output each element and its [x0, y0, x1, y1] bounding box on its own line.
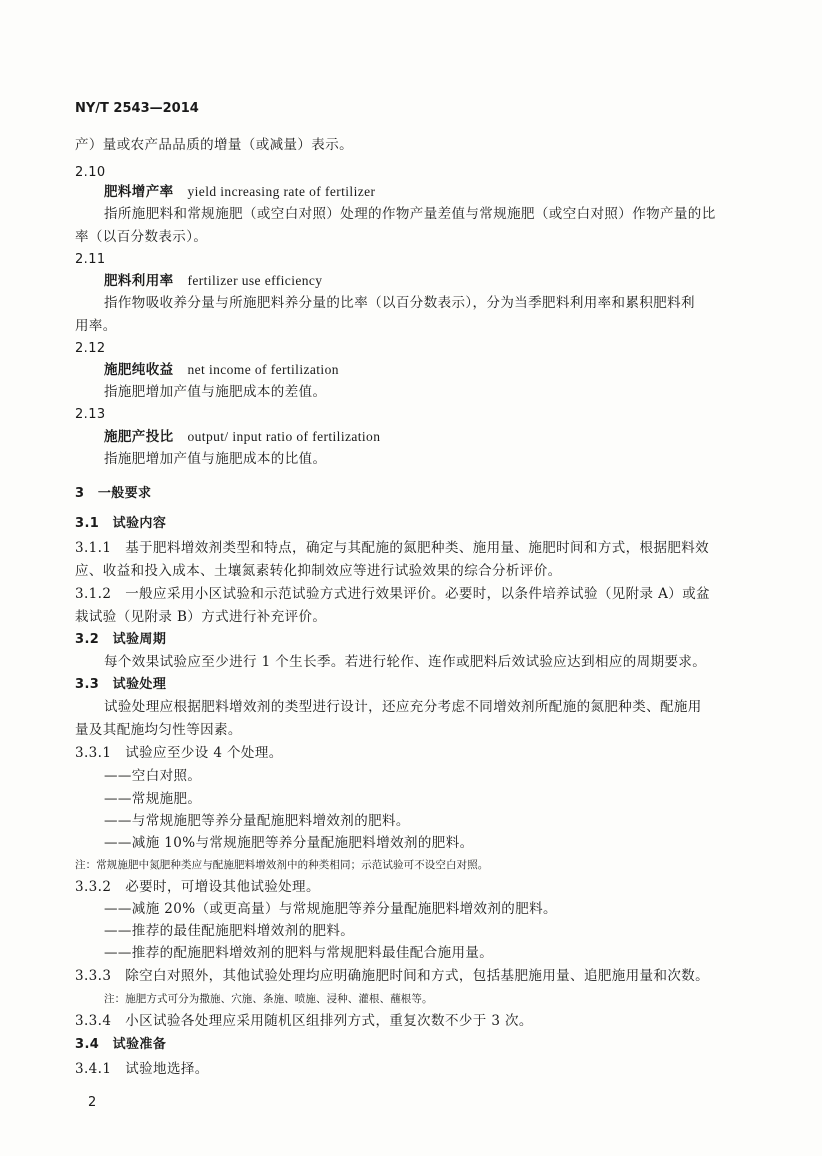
standard-code-header: NY/T 2543—2014 [75, 101, 199, 116]
body-text-line: 率（以百分数表示）。 [75, 229, 208, 245]
term-chinese: 施肥纯收益 [104, 362, 174, 378]
body-text-line: ——推荐的最佳配施肥料增效剂的肥料。 [104, 923, 355, 939]
term-english: yield increasing rate of fertilizer [187, 184, 376, 199]
section-heading: 3.1 试验内容 [75, 516, 167, 531]
body-text-line: 3.1.1 基于肥料增效剂类型和特点，确定与其配施的氮肥种类、施用量、施肥时间和方式，根据肥料效 [75, 540, 710, 556]
body-text-line: ——减施 20%（或更高量）与常规施肥等养分量配施肥料增效剂的肥料。 [104, 901, 557, 917]
section-heading: 3.4 试验准备 [75, 1037, 167, 1052]
body-text-line: 指施肥增加产值与施肥成本的差值。 [104, 384, 327, 400]
term-english: net income of fertilization [187, 362, 339, 377]
body-text-line: 指施肥增加产值与施肥成本的比值。 [104, 451, 327, 467]
body-text-line: ——常规施肥。 [104, 791, 202, 807]
term-chinese: 肥料增产率 [104, 184, 174, 200]
term-definition-title [104, 272, 322, 290]
term-definition-title [104, 361, 339, 379]
term-chinese: 肥料利用率 [104, 273, 174, 289]
body-text-line: 产）量或农产品品质的增量（或减量）表示。 [75, 137, 353, 153]
clause-number: 2.13 [75, 407, 106, 422]
body-text-line: 3.1.2 一般应采用小区试验和示范试验方式进行效果评价。必要时，以条件培养试验（见附录 A）或盆 [75, 586, 710, 602]
body-text-line: 每个效果试验应至少进行 1 个生长季。若进行轮作、连作或肥料后效试验应达到相应的周期要求。 [104, 654, 707, 670]
page-number: 2 [88, 1095, 97, 1110]
term-definition-title [104, 183, 375, 201]
body-text-line: ——空白对照。 [104, 768, 202, 784]
body-text-line: ——推荐的配施肥料增效剂的肥料与常规肥料最佳配合施用量。 [104, 945, 494, 961]
body-text-line: 栽试验（见附录 B）方式进行补充评价。 [75, 609, 327, 625]
body-text-line: ——减施 10%与常规施肥等养分量配施肥料增效剂的肥料。 [104, 835, 474, 851]
body-text-line: 指作物吸收养分量与所施肥料养分量的比率（以百分数表示），分为当季肥料利用率和累积肥料利 [104, 295, 695, 311]
note-text: 注：施肥方式可分为撒施、穴施、条施、喷施、浸种、灌根、蘸根等。 [104, 993, 433, 1005]
body-text-line: 应、收益和投入成本、土壤氮素转化抑制效应等进行试验效果的综合分析评价。 [75, 563, 562, 579]
clause-number: 2.10 [75, 165, 106, 180]
body-text-line: 3.3.1 试验应至少设 4 个处理。 [75, 745, 283, 761]
term-definition-title [104, 428, 380, 446]
body-text-line: 用率。 [75, 318, 117, 334]
body-text-line: 量及其配施均匀性等因素。 [75, 722, 242, 738]
section-heading: 3.3 试验处理 [75, 677, 167, 692]
body-text-line: 3.3.4 小区试验各处理应采用随机区组排列方式，重复次数不少于 3 次。 [75, 1013, 533, 1029]
note-text: 注：常规施肥中氮肥种类应与配施肥料增效剂中的种类相同；示范试验可不设空白对照。 [75, 859, 489, 871]
term-english: output/ input ratio of fertilization [187, 429, 381, 444]
section-heading: 3.2 试验周期 [75, 632, 167, 647]
body-text-line: 指所施肥料和常规施肥（或空白对照）处理的作物产量差值与常规施肥（或空白对照）作物产量的比 [104, 206, 716, 222]
clause-number: 2.12 [75, 341, 106, 356]
body-text-line: 3.4.1 试验地选择。 [75, 1061, 209, 1077]
body-text-line: 试验处理应根据肥料增效剂的类型进行设计，还应充分考虑不同增效剂所配施的氮肥种类、配施用 [104, 699, 702, 715]
term-english: fertilizer use efficiency [187, 273, 323, 288]
body-text-line: 3.3.3 除空白对照外，其他试验处理均应明确施肥时间和方式，包括基肥施用量、追肥施用量和次数。 [75, 968, 710, 984]
body-text-line: 3.3.2 必要时，可增设其他试验处理。 [75, 879, 320, 895]
clause-number: 2.11 [75, 252, 106, 267]
term-chinese: 施肥产投比 [104, 429, 174, 445]
body-text-line: ——与常规施肥等养分量配施肥料增效剂的肥料。 [104, 813, 410, 829]
section-heading: 3 一般要求 [75, 486, 152, 501]
